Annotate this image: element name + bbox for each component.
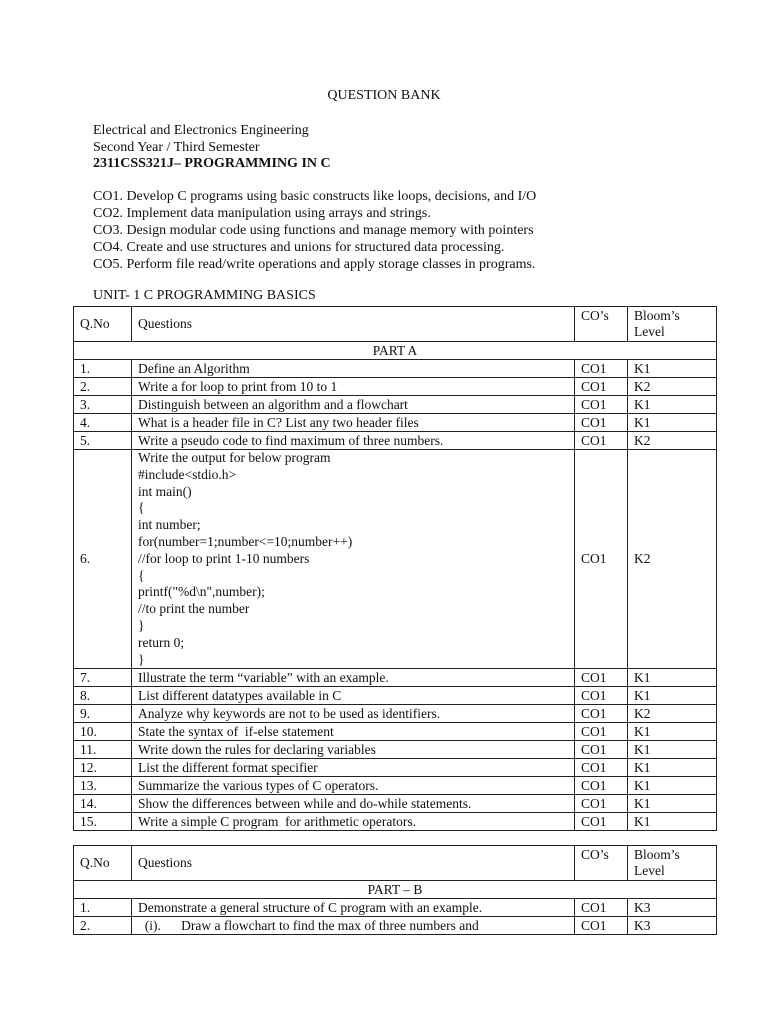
bloom-cell: K1 [628, 741, 717, 759]
table-row [74, 360, 717, 378]
bloom-cell: K1 [628, 777, 717, 795]
part-a-label: PART A [74, 342, 717, 360]
qno-cell: 4. [74, 414, 132, 432]
co-cell: CO1 [575, 432, 628, 450]
table-row [74, 669, 717, 687]
question-cell: Write a simple C program for arithmetic operators. [132, 813, 575, 831]
co-cell: CO1 [575, 687, 628, 705]
qno-cell: 6. [74, 450, 132, 669]
question-cell: Define an Algorithm [132, 360, 575, 378]
table-row [74, 378, 717, 396]
code-line: //to print the number [138, 601, 250, 617]
department-line: Electrical and Electronics Engineering [93, 123, 309, 138]
question-cell: Distinguish between an algorithm and a flowchart [132, 396, 575, 414]
course-outcomes [93, 188, 536, 273]
code-line: int number; [138, 517, 201, 533]
co-cell: CO1 [575, 759, 628, 777]
qno-cell: 10. [74, 723, 132, 741]
co-cell: CO1 [575, 777, 628, 795]
table-row [74, 396, 717, 414]
qno-cell: 5. [74, 432, 132, 450]
code-line: for(number=1;number<=10;number++) [138, 533, 353, 549]
qno-cell: 2. [74, 917, 132, 935]
outcome-item: CO3. Design modular code using functions and manage memory with pointers [93, 223, 534, 238]
header-questions: Questions [132, 307, 575, 342]
qno-cell: 1. [74, 360, 132, 378]
qno-cell: 8. [74, 687, 132, 705]
co-cell: CO1 [575, 450, 628, 669]
qno-cell: 9. [74, 705, 132, 723]
question-cell-code [132, 450, 575, 669]
question-cell: List different datatypes available in C [132, 687, 575, 705]
bloom-cell: K1 [628, 360, 717, 378]
header-questions: Questions [132, 846, 575, 881]
bloom-cell: K1 [628, 414, 717, 432]
table-row [74, 777, 717, 795]
question-cell: State the syntax of if-else statement [132, 723, 575, 741]
bloom-cell: K1 [628, 723, 717, 741]
bloom-cell: K2 [628, 432, 717, 450]
bloom-cell: K2 [628, 450, 717, 669]
bloom-cell: K3 [628, 917, 717, 935]
table-row [74, 795, 717, 813]
question-cell: Illustrate the term “variable” with an example. [132, 669, 575, 687]
bloom-cell: K1 [628, 669, 717, 687]
header-qno: Q.No [74, 846, 132, 881]
header-bloom-line1: Bloom’s [634, 847, 680, 862]
year-line: Second Year / Third Semester [93, 140, 260, 155]
code-line: { [138, 500, 145, 516]
header-bloom-line2: Level [634, 863, 665, 878]
table-row [74, 687, 717, 705]
unit-title: UNIT- 1 C PROGRAMMING BASICS [93, 288, 316, 303]
question-cell: Show the differences between while and do-while statements. [132, 795, 575, 813]
part-b-label: PART – B [74, 881, 717, 899]
question-cell: Write a pseudo code to find maximum of three numbers. [132, 432, 575, 450]
code-line: int main() [138, 483, 192, 499]
header-bloom [628, 846, 717, 881]
table-row [74, 432, 717, 450]
co-cell: CO1 [575, 917, 628, 935]
code-line: printf("%d\n",number); [138, 584, 265, 600]
bloom-cell: K3 [628, 899, 717, 917]
bloom-cell: K2 [628, 705, 717, 723]
qno-cell: 2. [74, 378, 132, 396]
code-line: } [138, 617, 145, 633]
code-line: //for loop to print 1-10 numbers [138, 550, 310, 566]
co-cell: CO1 [575, 813, 628, 831]
outcome-item: CO4. Create and use structures and unions for structured data processing. [93, 240, 505, 255]
qno-cell: 15. [74, 813, 132, 831]
question-cell: Demonstrate a general structure of C program with an example. [132, 899, 575, 917]
co-cell: CO1 [575, 396, 628, 414]
code-line: } [138, 651, 145, 667]
header-cos: CO’s [575, 307, 628, 342]
table-row [74, 899, 717, 917]
table-header-row [74, 846, 717, 881]
bloom-cell: K1 [628, 396, 717, 414]
part-a-table [73, 306, 717, 831]
bloom-cell: K1 [628, 795, 717, 813]
part-b-table [73, 845, 717, 935]
bloom-cell: K1 [628, 759, 717, 777]
qno-cell: 14. [74, 795, 132, 813]
page-title: QUESTION BANK [327, 88, 441, 103]
co-cell: CO1 [575, 741, 628, 759]
co-cell: CO1 [575, 795, 628, 813]
question-cell: Write a for loop to print from 10 to 1 [132, 378, 575, 396]
question-cell: List the different format specifier [132, 759, 575, 777]
question-cell: Summarize the various types of C operators. [132, 777, 575, 795]
qno-cell: 1. [74, 899, 132, 917]
part-label-row [74, 342, 717, 360]
outcome-item: CO5. Perform file read/write operations and apply storage classes in programs. [93, 257, 536, 272]
table-row [74, 917, 717, 935]
table-row [74, 759, 717, 777]
qno-cell: 13. [74, 777, 132, 795]
bloom-cell: K1 [628, 813, 717, 831]
table-row [74, 741, 717, 759]
qno-cell: 12. [74, 759, 132, 777]
co-cell: CO1 [575, 360, 628, 378]
code-line: Write the output for below program [138, 450, 331, 465]
course-line: 2311CSS321J– PROGRAMMING IN C [93, 156, 331, 171]
qno-cell: 3. [74, 396, 132, 414]
code-line: #include<stdio.h> [138, 466, 237, 482]
co-cell: CO1 [575, 899, 628, 917]
header-bloom-line1: Bloom’s [634, 308, 680, 323]
co-cell: CO1 [575, 414, 628, 432]
question-cell: (i). Draw a flowchart to find the max of three numbers and [132, 917, 575, 935]
code-line: { [138, 567, 145, 583]
outcome-item: CO2. Implement data manipulation using arrays and strings. [93, 206, 431, 221]
bloom-cell: K1 [628, 687, 717, 705]
table-row [74, 813, 717, 831]
table-row [74, 450, 717, 669]
table-row [74, 414, 717, 432]
outcome-item: CO1. Develop C programs using basic constructs like loops, decisions, and I/O [93, 189, 537, 204]
header-qno: Q.No [74, 307, 132, 342]
co-cell: CO1 [575, 705, 628, 723]
table-row [74, 705, 717, 723]
header-bloom-line2: Level [634, 324, 665, 339]
table-row [74, 723, 717, 741]
header-cos: CO’s [575, 846, 628, 881]
co-cell: CO1 [575, 669, 628, 687]
qno-cell: 7. [74, 669, 132, 687]
bloom-cell: K2 [628, 378, 717, 396]
table-header-row [74, 307, 717, 342]
question-cell: What is a header file in C? List any two header files [132, 414, 575, 432]
co-cell: CO1 [575, 723, 628, 741]
co-cell: CO1 [575, 378, 628, 396]
question-cell: Write down the rules for declaring variables [132, 741, 575, 759]
code-line: return 0; [138, 634, 185, 650]
qno-cell: 11. [74, 741, 132, 759]
question-cell: Analyze why keywords are not to be used as identifiers. [132, 705, 575, 723]
header-bloom [628, 307, 717, 342]
part-label-row [74, 881, 717, 899]
